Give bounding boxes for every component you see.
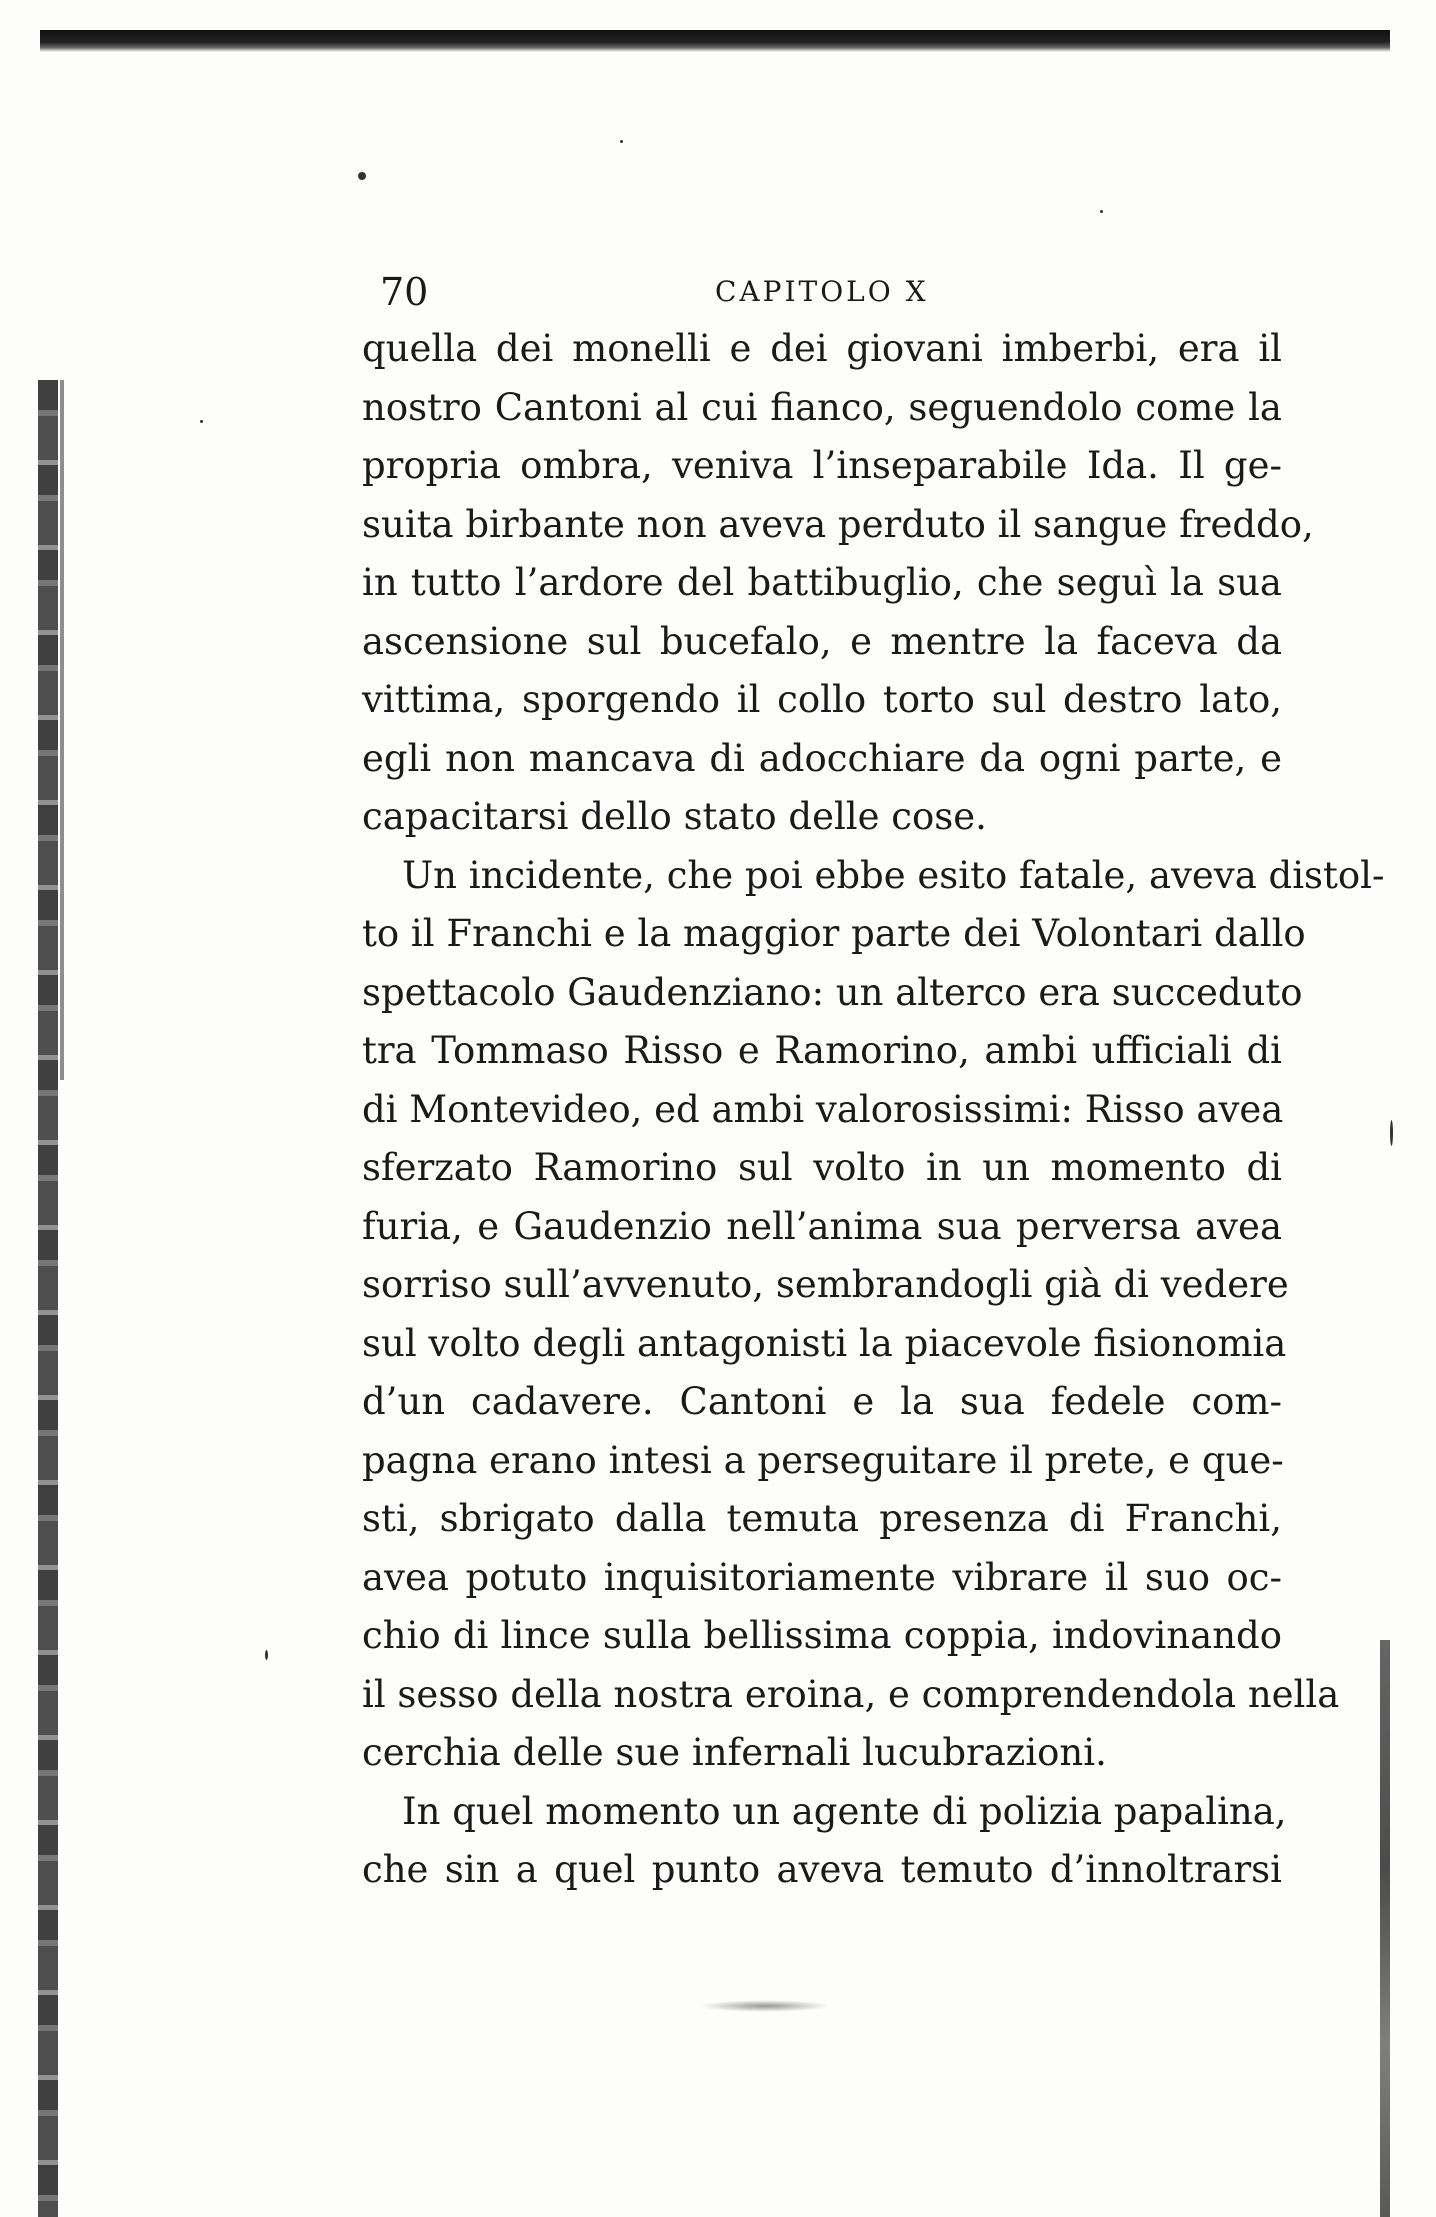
- text-line: che sin a quel punto aveva temuto d’innoltrarsi: [362, 1848, 1282, 1891]
- page-number: 70: [380, 270, 429, 314]
- text-line: ascensione sul bucefalo, e mentre la faceva da: [362, 619, 1282, 663]
- speck: [265, 1650, 268, 1660]
- text-line: In quel momento un agente di polizia papalina,: [402, 1789, 1287, 1833]
- text-line: avea potuto inquisitoriamente vibrare il suo oc-: [362, 1555, 1282, 1599]
- scan-top-edge: [40, 30, 1390, 52]
- speck: [1100, 210, 1103, 213]
- text-line: cerchia delle sue infernali lucubrazioni.: [362, 1731, 1107, 1774]
- speck: [358, 172, 366, 180]
- text-line: sferzato Ramorino sul volto in un momento di: [362, 1146, 1282, 1189]
- text-line: sul volto degli antagonisti la piacevole fisionomia: [362, 1321, 1287, 1365]
- text-line: spettacolo Gaudenziano: un alterco era succeduto: [362, 970, 1303, 1014]
- speck: [200, 420, 203, 423]
- text-line: nostro Cantoni al cui fianco, seguendolo come la: [362, 385, 1282, 429]
- text-line: sorriso sull’avvenuto, sembrandogli già di vedere: [362, 1263, 1289, 1306]
- text-line: il sesso della nostra eroina, e comprendendola nella: [362, 1672, 1340, 1716]
- text-line: propria ombra, veniva l’inseparabile Ida. Il ge-: [362, 444, 1282, 487]
- text-line: suita birbante non aveva perduto il sangue freddo,: [362, 502, 1314, 546]
- running-head: CAPITOLO X: [715, 275, 929, 308]
- text-line: capacitarsi dello stato delle cose.: [362, 795, 987, 838]
- text-line: vittima, sporgendo il collo torto sul destro lato,: [362, 678, 1282, 721]
- speck: [1390, 1120, 1393, 1146]
- text-line: egli non mancava di adocchiare da ogni parte, e: [362, 736, 1282, 780]
- body-text: [362, 320, 1385, 1900]
- text-line: in tutto l’ardore del battibuglio, che seguì la sua: [362, 561, 1282, 604]
- text-line: chio di lince sulla bellissima coppia, indovinando: [362, 1614, 1282, 1657]
- text-line: d’un cadavere. Cantoni e la sua fedele com-: [362, 1380, 1282, 1423]
- text-line: furia, e Gaudenzio nell’anima sua perversa avea: [362, 1204, 1282, 1248]
- scan-left-edge: [38, 380, 58, 2217]
- text-line: di Montevideo, ed ambi valorosissimi: Risso avea: [362, 1087, 1284, 1131]
- text-line: sti, sbrigato dalla temuta presenza di Franchi,: [362, 1497, 1282, 1540]
- text-line: quella dei monelli e dei giovani imberbi, era il: [362, 327, 1282, 370]
- text-line: Un incidente, che poi ebbe esito fatale, aveva distol-: [402, 853, 1385, 897]
- page-header: [380, 262, 1300, 322]
- text-line: tra Tommaso Risso e Ramorino, ambi ufficiali di: [362, 1029, 1282, 1072]
- text-line: pagna erano intesi a perseguitare il prete, e que-: [362, 1438, 1284, 1482]
- text-line: to il Franchi e la maggior parte dei Volontari dallo: [362, 912, 1306, 955]
- scan-right-edge: [1380, 1640, 1390, 2217]
- scan-left-edge-line: [60, 380, 64, 1080]
- footer-smudge: [700, 2000, 830, 2012]
- speck: [620, 140, 623, 143]
